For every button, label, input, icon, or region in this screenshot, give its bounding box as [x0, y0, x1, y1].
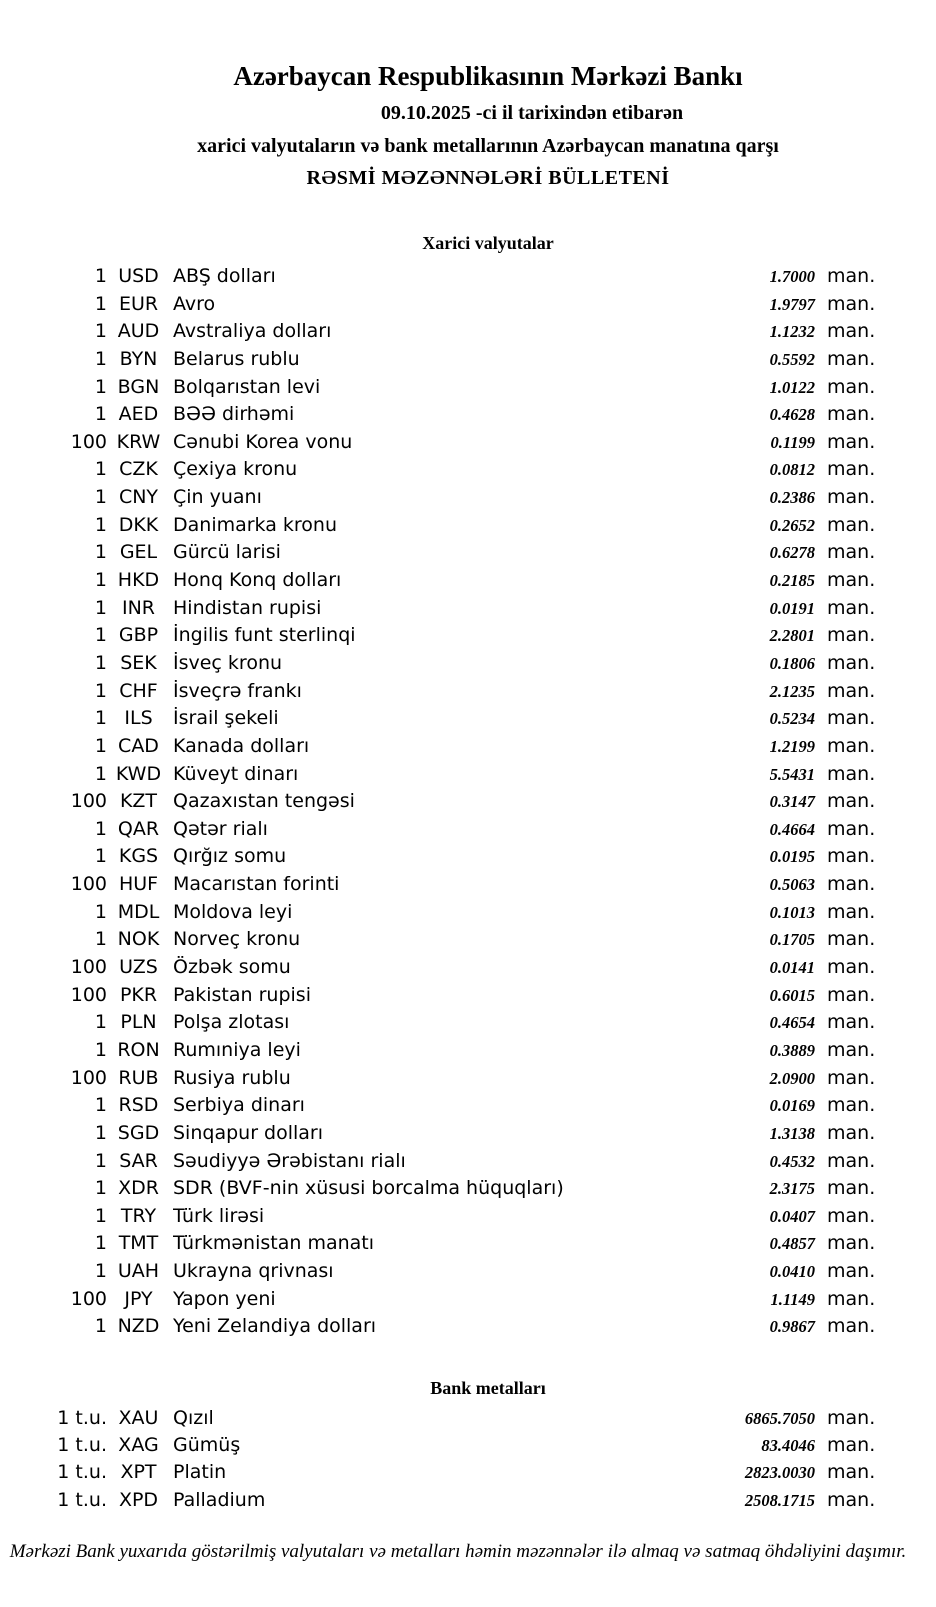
- currency-code: QAR: [117, 817, 160, 840]
- currency-code: ILS: [124, 707, 153, 730]
- manat-unit-label: man.: [827, 1461, 876, 1484]
- metal-rate: 2823.0030: [744, 1463, 815, 1483]
- metal-code: XPD: [118, 1488, 159, 1511]
- manat-unit-label: man.: [827, 347, 876, 370]
- currency-rate: 0.5063: [769, 875, 815, 895]
- currency-rate-row: [0, 788, 936, 816]
- currency-rate-row: [0, 761, 936, 789]
- metal-rate: 83.4046: [761, 1436, 815, 1456]
- metal-rate-row: [0, 1405, 936, 1432]
- currency-quantity: 1: [94, 900, 107, 923]
- currency-code: CHF: [119, 679, 158, 702]
- currency-rate: 0.1013: [769, 902, 815, 922]
- manat-unit-label: man.: [827, 983, 876, 1006]
- currency-rate: 0.6015: [769, 985, 815, 1005]
- currency-rate: 0.5592: [769, 349, 815, 369]
- metal-name: Gümüş: [173, 1434, 241, 1457]
- currency-quantity: 1: [94, 624, 107, 647]
- currency-quantity: 1: [94, 596, 107, 619]
- currency-name: Hindistan rupisi: [173, 596, 322, 619]
- manat-unit-label: man.: [827, 1149, 876, 1172]
- subtitle-line: xarici valyutaların və bank metallarının Azərbaycan manatına qarşı: [197, 135, 779, 157]
- currency-name: Rusiya rublu: [173, 1066, 291, 1089]
- currency-code: TRY: [120, 1204, 157, 1227]
- currency-rate: 2.0900: [769, 1068, 815, 1088]
- currency-code: HKD: [117, 569, 160, 592]
- currency-rate: 0.4857: [769, 1234, 815, 1254]
- currency-rates-table: [0, 263, 936, 1341]
- currency-name: Çin yuanı: [173, 486, 262, 509]
- currency-code: KZT: [119, 790, 158, 813]
- currency-quantity: 1: [94, 679, 107, 702]
- currency-quantity: 100: [70, 983, 107, 1006]
- currency-code: CAD: [118, 734, 159, 757]
- currency-name: Türk lirəsi: [173, 1204, 265, 1227]
- currency-code: USD: [118, 265, 159, 287]
- currency-code: GEL: [119, 541, 158, 564]
- currency-name: Çexiya kronu: [173, 458, 298, 481]
- currency-rate: 1.1149: [770, 1289, 815, 1309]
- manat-unit-label: man.: [827, 541, 876, 564]
- currency-quantity: 100: [70, 956, 107, 979]
- manat-unit-label: man.: [827, 790, 876, 813]
- currency-rate: 0.2386: [769, 488, 815, 508]
- bank-metals-heading: Bank metalları: [430, 1378, 546, 1398]
- currency-quantity: 100: [70, 1287, 107, 1310]
- obligation-note: Mərkəzi Bank yuxarıda göstərilmiş valyutaları və metalları həmin məzənnələr ilə almaq və satmaq öhdəliyini daşımır.: [9, 1541, 907, 1562]
- currency-quantity: 1: [94, 375, 107, 398]
- currency-quantity: 1: [94, 265, 107, 287]
- metal-rate-row: [0, 1459, 936, 1486]
- effective-date-text: 09.10.2025 -ci il tarixindən etibarən: [380, 102, 684, 124]
- manat-unit-label: man.: [827, 375, 876, 398]
- metal-name: Platin: [173, 1461, 227, 1484]
- currency-name: Yeni Zelandiya dolları: [173, 1315, 377, 1338]
- metal-rate: 2508.1715: [744, 1490, 815, 1510]
- manat-unit-label: man.: [827, 624, 876, 647]
- currency-name: İsveçrə frankı: [173, 679, 302, 702]
- currency-rate: 0.0141: [769, 958, 815, 978]
- currency-code: MDL: [117, 900, 160, 923]
- currency-code: SGD: [117, 1121, 160, 1144]
- currency-rate-row: [0, 512, 936, 540]
- currency-rate: 0.1199: [770, 432, 815, 452]
- currency-quantity: 1: [94, 1204, 107, 1227]
- manat-unit-label: man.: [827, 651, 876, 674]
- currency-rate-row: [0, 374, 936, 402]
- currency-name: Avro: [173, 292, 216, 315]
- currency-code: EUR: [118, 292, 159, 315]
- manat-unit-label: man.: [827, 900, 876, 923]
- currency-rate-row: [0, 401, 936, 429]
- manat-unit-label: man.: [827, 265, 876, 287]
- currency-rate: 0.0812: [769, 460, 815, 480]
- manat-unit-label: man.: [827, 1204, 876, 1227]
- currency-name: Kanada dolları: [173, 734, 310, 757]
- manat-unit-label: man.: [827, 320, 876, 343]
- manat-unit-label: man.: [827, 928, 876, 951]
- currency-code: KRW: [116, 430, 161, 453]
- currency-name: Norveç kronu: [173, 928, 301, 951]
- currency-rate: 0.0191: [769, 598, 815, 618]
- currency-rate-row: [0, 1120, 936, 1148]
- manat-unit-label: man.: [827, 1094, 876, 1117]
- currency-rate-row: [0, 346, 936, 374]
- currency-rate-row: [0, 318, 936, 346]
- currency-name: Serbiya dinarı: [173, 1094, 305, 1117]
- currency-rate: 0.0407: [769, 1206, 815, 1226]
- currency-code: NZD: [117, 1315, 160, 1338]
- manat-unit-label: man.: [827, 1066, 876, 1089]
- currency-rate-row: [0, 678, 936, 706]
- manat-unit-label: man.: [827, 817, 876, 840]
- currency-code: AUD: [117, 320, 160, 343]
- currency-rate-row: [0, 484, 936, 512]
- metal-quantity: 1 t.u.: [57, 1488, 107, 1511]
- currency-rate-row: [0, 982, 936, 1010]
- currency-rate: 0.4654: [769, 1013, 815, 1033]
- currency-rate-row: [0, 429, 936, 457]
- currency-rate-row: [0, 926, 936, 954]
- currency-name: Pakistan rupisi: [173, 983, 311, 1006]
- currency-quantity: 1: [94, 845, 107, 868]
- currency-quantity: 1: [94, 541, 107, 564]
- currency-code: NOK: [117, 928, 160, 951]
- currency-rate-row: [0, 595, 936, 623]
- currency-rate-row: [0, 291, 936, 319]
- currency-name: Qazaxıstan tengəsi: [173, 790, 355, 813]
- currency-code: JPY: [124, 1287, 153, 1310]
- currency-name: Sinqapur dolları: [173, 1121, 324, 1144]
- currency-rate-row: [0, 1286, 936, 1314]
- metal-quantity: 1 t.u.: [57, 1407, 107, 1429]
- manat-unit-label: man.: [827, 1407, 876, 1429]
- currency-rate-row: [0, 263, 936, 291]
- currency-name: Qətər rialı: [173, 817, 268, 840]
- manat-unit-label: man.: [827, 1177, 876, 1200]
- currency-rate: 1.0122: [769, 377, 815, 397]
- currency-rate: 0.2185: [769, 571, 815, 591]
- currency-quantity: 100: [70, 873, 107, 896]
- currency-name: Macarıstan forinti: [173, 873, 340, 896]
- manat-unit-label: man.: [827, 1315, 876, 1338]
- currency-code: UAH: [117, 1260, 160, 1283]
- currency-code: GBP: [118, 624, 159, 647]
- manat-unit-label: man.: [827, 513, 876, 536]
- manat-unit-label: man.: [827, 762, 876, 785]
- currency-code: DKK: [118, 513, 159, 536]
- currency-rate-row: [0, 1203, 936, 1231]
- manat-unit-label: man.: [827, 873, 876, 896]
- currency-rate: 0.4664: [769, 819, 815, 839]
- currency-rate: 1.2199: [769, 736, 815, 756]
- currency-code: RUB: [118, 1066, 159, 1089]
- currency-name: Danimarka kronu: [173, 513, 338, 536]
- currency-name: Türkmənistan manatı: [173, 1232, 375, 1255]
- currency-name: Cənubi Korea vonu: [173, 430, 353, 453]
- currency-quantity: 100: [70, 430, 107, 453]
- metal-rate-row: [0, 1487, 936, 1514]
- currency-rate-row: [0, 843, 936, 871]
- currency-code: SEK: [120, 651, 157, 674]
- currency-rate: 1.1232: [769, 322, 815, 342]
- currency-rate: 0.3889: [769, 1040, 815, 1060]
- currency-name: Ukrayna qrivnası: [173, 1260, 334, 1283]
- currency-name: Bolqarıstan levi: [173, 375, 321, 398]
- currency-quantity: 1: [94, 569, 107, 592]
- currency-name: Polşa zlotası: [173, 1011, 290, 1034]
- currency-rate: 0.1705: [769, 930, 815, 950]
- currency-rate: 0.4628: [769, 405, 815, 425]
- currency-rate-row: [0, 1037, 936, 1065]
- manat-unit-label: man.: [827, 569, 876, 592]
- currency-code: BGN: [117, 375, 160, 398]
- currency-rate: 0.9867: [769, 1317, 815, 1337]
- currency-name: Rumıniya leyi: [173, 1038, 301, 1061]
- manat-unit-label: man.: [827, 430, 876, 453]
- currency-rate: 0.0195: [769, 847, 815, 867]
- foreign-currencies-heading: Xarici valyutalar: [422, 233, 554, 253]
- manat-unit-label: man.: [827, 1232, 876, 1255]
- metal-code: XPT: [120, 1461, 157, 1484]
- manat-unit-label: man.: [827, 596, 876, 619]
- currency-rate: 2.2801: [769, 626, 815, 646]
- currency-code: RSD: [118, 1094, 159, 1117]
- currency-rate: 0.4532: [769, 1151, 815, 1171]
- currency-quantity: 1: [94, 734, 107, 757]
- currency-quantity: 1: [94, 1177, 107, 1200]
- metal-quantity: 1 t.u.: [57, 1434, 107, 1457]
- currency-quantity: 1: [94, 1094, 107, 1117]
- currency-rate-row: [0, 1313, 936, 1341]
- currency-rate-row: [0, 816, 936, 844]
- manat-unit-label: man.: [827, 679, 876, 702]
- currency-rate: 0.6278: [769, 543, 815, 563]
- currency-name: Avstraliya dolları: [173, 320, 332, 343]
- currency-rate: 0.2652: [769, 515, 815, 535]
- currency-code: BYN: [119, 347, 158, 370]
- currency-quantity: 1: [94, 1149, 107, 1172]
- currency-quantity: 1: [94, 292, 107, 315]
- manat-unit-label: man.: [827, 458, 876, 481]
- currency-code: RON: [117, 1038, 160, 1061]
- currency-rate-row: [0, 539, 936, 567]
- currency-quantity: 1: [94, 513, 107, 536]
- currency-name: Qırğız somu: [173, 845, 287, 868]
- manat-unit-label: man.: [827, 707, 876, 730]
- currency-quantity: 1: [94, 1011, 107, 1034]
- manat-unit-label: man.: [827, 956, 876, 979]
- currency-name: Belarus rublu: [173, 347, 300, 370]
- metal-name: Qızıl: [173, 1407, 214, 1429]
- metal-code: XAG: [118, 1434, 159, 1457]
- currency-name: Yapon yeni: [173, 1287, 276, 1310]
- manat-unit-label: man.: [827, 1434, 876, 1457]
- page-title: Azərbaycan Respublikasının Mərkəzi Bankı: [233, 61, 743, 91]
- currency-code: CNY: [118, 486, 159, 509]
- currency-name: İngilis funt sterlinqi: [173, 624, 356, 647]
- currency-quantity: 1: [94, 403, 107, 426]
- currency-rate-row: [0, 1230, 936, 1258]
- currency-rate-row: [0, 567, 936, 595]
- currency-quantity: 1: [94, 817, 107, 840]
- currency-rate-row: [0, 733, 936, 761]
- manat-unit-label: man.: [827, 1038, 876, 1061]
- manat-unit-label: man.: [827, 845, 876, 868]
- currency-name: Gürcü larisi: [173, 541, 281, 564]
- currency-name: Küveyt dinarı: [173, 762, 299, 785]
- currency-quantity: 100: [70, 1066, 107, 1089]
- currency-rate: 0.0169: [769, 1096, 815, 1116]
- currency-code: UZS: [119, 956, 158, 979]
- currency-rate-row: [0, 650, 936, 678]
- currency-name: BƏƏ dirhəmi: [173, 403, 295, 426]
- currency-rate: 1.3138: [769, 1123, 815, 1143]
- currency-rate-row: [0, 1148, 936, 1176]
- currency-code: KGS: [118, 845, 159, 868]
- currency-quantity: 1: [94, 1315, 107, 1338]
- metal-rates-table: [0, 1405, 936, 1514]
- currency-code: INR: [121, 596, 156, 619]
- currency-code: SAR: [119, 1149, 158, 1172]
- currency-code: AED: [118, 403, 159, 426]
- currency-rate-row: [0, 705, 936, 733]
- currency-rate-row: [0, 1092, 936, 1120]
- manat-unit-label: man.: [827, 734, 876, 757]
- currency-rate-row: [0, 622, 936, 650]
- metal-code: XAU: [118, 1407, 159, 1429]
- currency-code: KWD: [115, 762, 162, 785]
- currency-rate-row: [0, 871, 936, 899]
- currency-rate-row: [0, 1009, 936, 1037]
- currency-code: CZK: [119, 458, 158, 481]
- currency-rate: 1.7000: [769, 267, 815, 286]
- currency-name: ABŞ dolları: [173, 265, 276, 287]
- currency-quantity: 1: [94, 1232, 107, 1255]
- currency-rate: 0.3147: [769, 792, 815, 812]
- currency-quantity: 1: [94, 486, 107, 509]
- currency-name: Səudiyyə Ərəbistanı rialı: [173, 1149, 406, 1172]
- currency-quantity: 1: [94, 1260, 107, 1283]
- currency-quantity: 1: [94, 347, 107, 370]
- currency-code: PKR: [119, 983, 158, 1006]
- currency-code: TMT: [118, 1232, 159, 1255]
- currency-quantity: 1: [94, 1038, 107, 1061]
- currency-name: Özbək somu: [173, 956, 291, 979]
- currency-rate: 0.5234: [769, 709, 815, 729]
- currency-code: HUF: [118, 873, 159, 896]
- currency-quantity: 1: [94, 707, 107, 730]
- currency-rate: 2.3175: [769, 1179, 815, 1199]
- manat-unit-label: man.: [827, 1488, 876, 1511]
- currency-rate: 0.0410: [769, 1262, 815, 1282]
- currency-rate-row: [0, 1065, 936, 1093]
- currency-name: Honq Konq dolları: [173, 569, 342, 592]
- currency-rate-row: [0, 1175, 936, 1203]
- manat-unit-label: man.: [827, 292, 876, 315]
- currency-name: Moldova leyi: [173, 900, 293, 923]
- currency-name: İsrail şekeli: [173, 707, 279, 730]
- currency-quantity: 100: [70, 790, 107, 813]
- currency-quantity: 1: [94, 1121, 107, 1144]
- bulletin-title: RƏSMİ MƏZƏNNƏLƏRİ BÜLLETENİ: [306, 167, 670, 189]
- metal-rate-row: [0, 1432, 936, 1459]
- currency-quantity: 1: [94, 762, 107, 785]
- currency-rate: 5.5431: [769, 764, 815, 784]
- manat-unit-label: man.: [827, 486, 876, 509]
- currency-quantity: 1: [94, 928, 107, 951]
- manat-unit-label: man.: [827, 1121, 876, 1144]
- currency-quantity: 1: [94, 320, 107, 343]
- currency-quantity: 1: [94, 651, 107, 674]
- currency-rate-row: [0, 954, 936, 982]
- manat-unit-label: man.: [827, 1260, 876, 1283]
- currency-rate: 2.1235: [769, 681, 815, 701]
- currency-rate: 1.9797: [769, 294, 815, 314]
- manat-unit-label: man.: [827, 403, 876, 426]
- effective-date-line: [40, 100, 936, 126]
- currency-rate-row: [0, 1258, 936, 1286]
- currency-rate-row: [0, 899, 936, 927]
- manat-unit-label: man.: [827, 1011, 876, 1034]
- metal-rate: 6865.7050: [744, 1409, 815, 1428]
- currency-rate: 0.1806: [769, 653, 815, 673]
- manat-unit-label: man.: [827, 1287, 876, 1310]
- currency-name: SDR (BVF-nin xüsusi borcalma hüquqları): [173, 1177, 564, 1200]
- metal-quantity: 1 t.u.: [57, 1461, 107, 1484]
- currency-code: PLN: [120, 1011, 157, 1034]
- metal-name: Palladium: [173, 1488, 266, 1511]
- currency-quantity: 1: [94, 458, 107, 481]
- currency-name: İsveç kronu: [173, 651, 283, 674]
- currency-code: XDR: [118, 1177, 159, 1200]
- currency-rate-row: [0, 456, 936, 484]
